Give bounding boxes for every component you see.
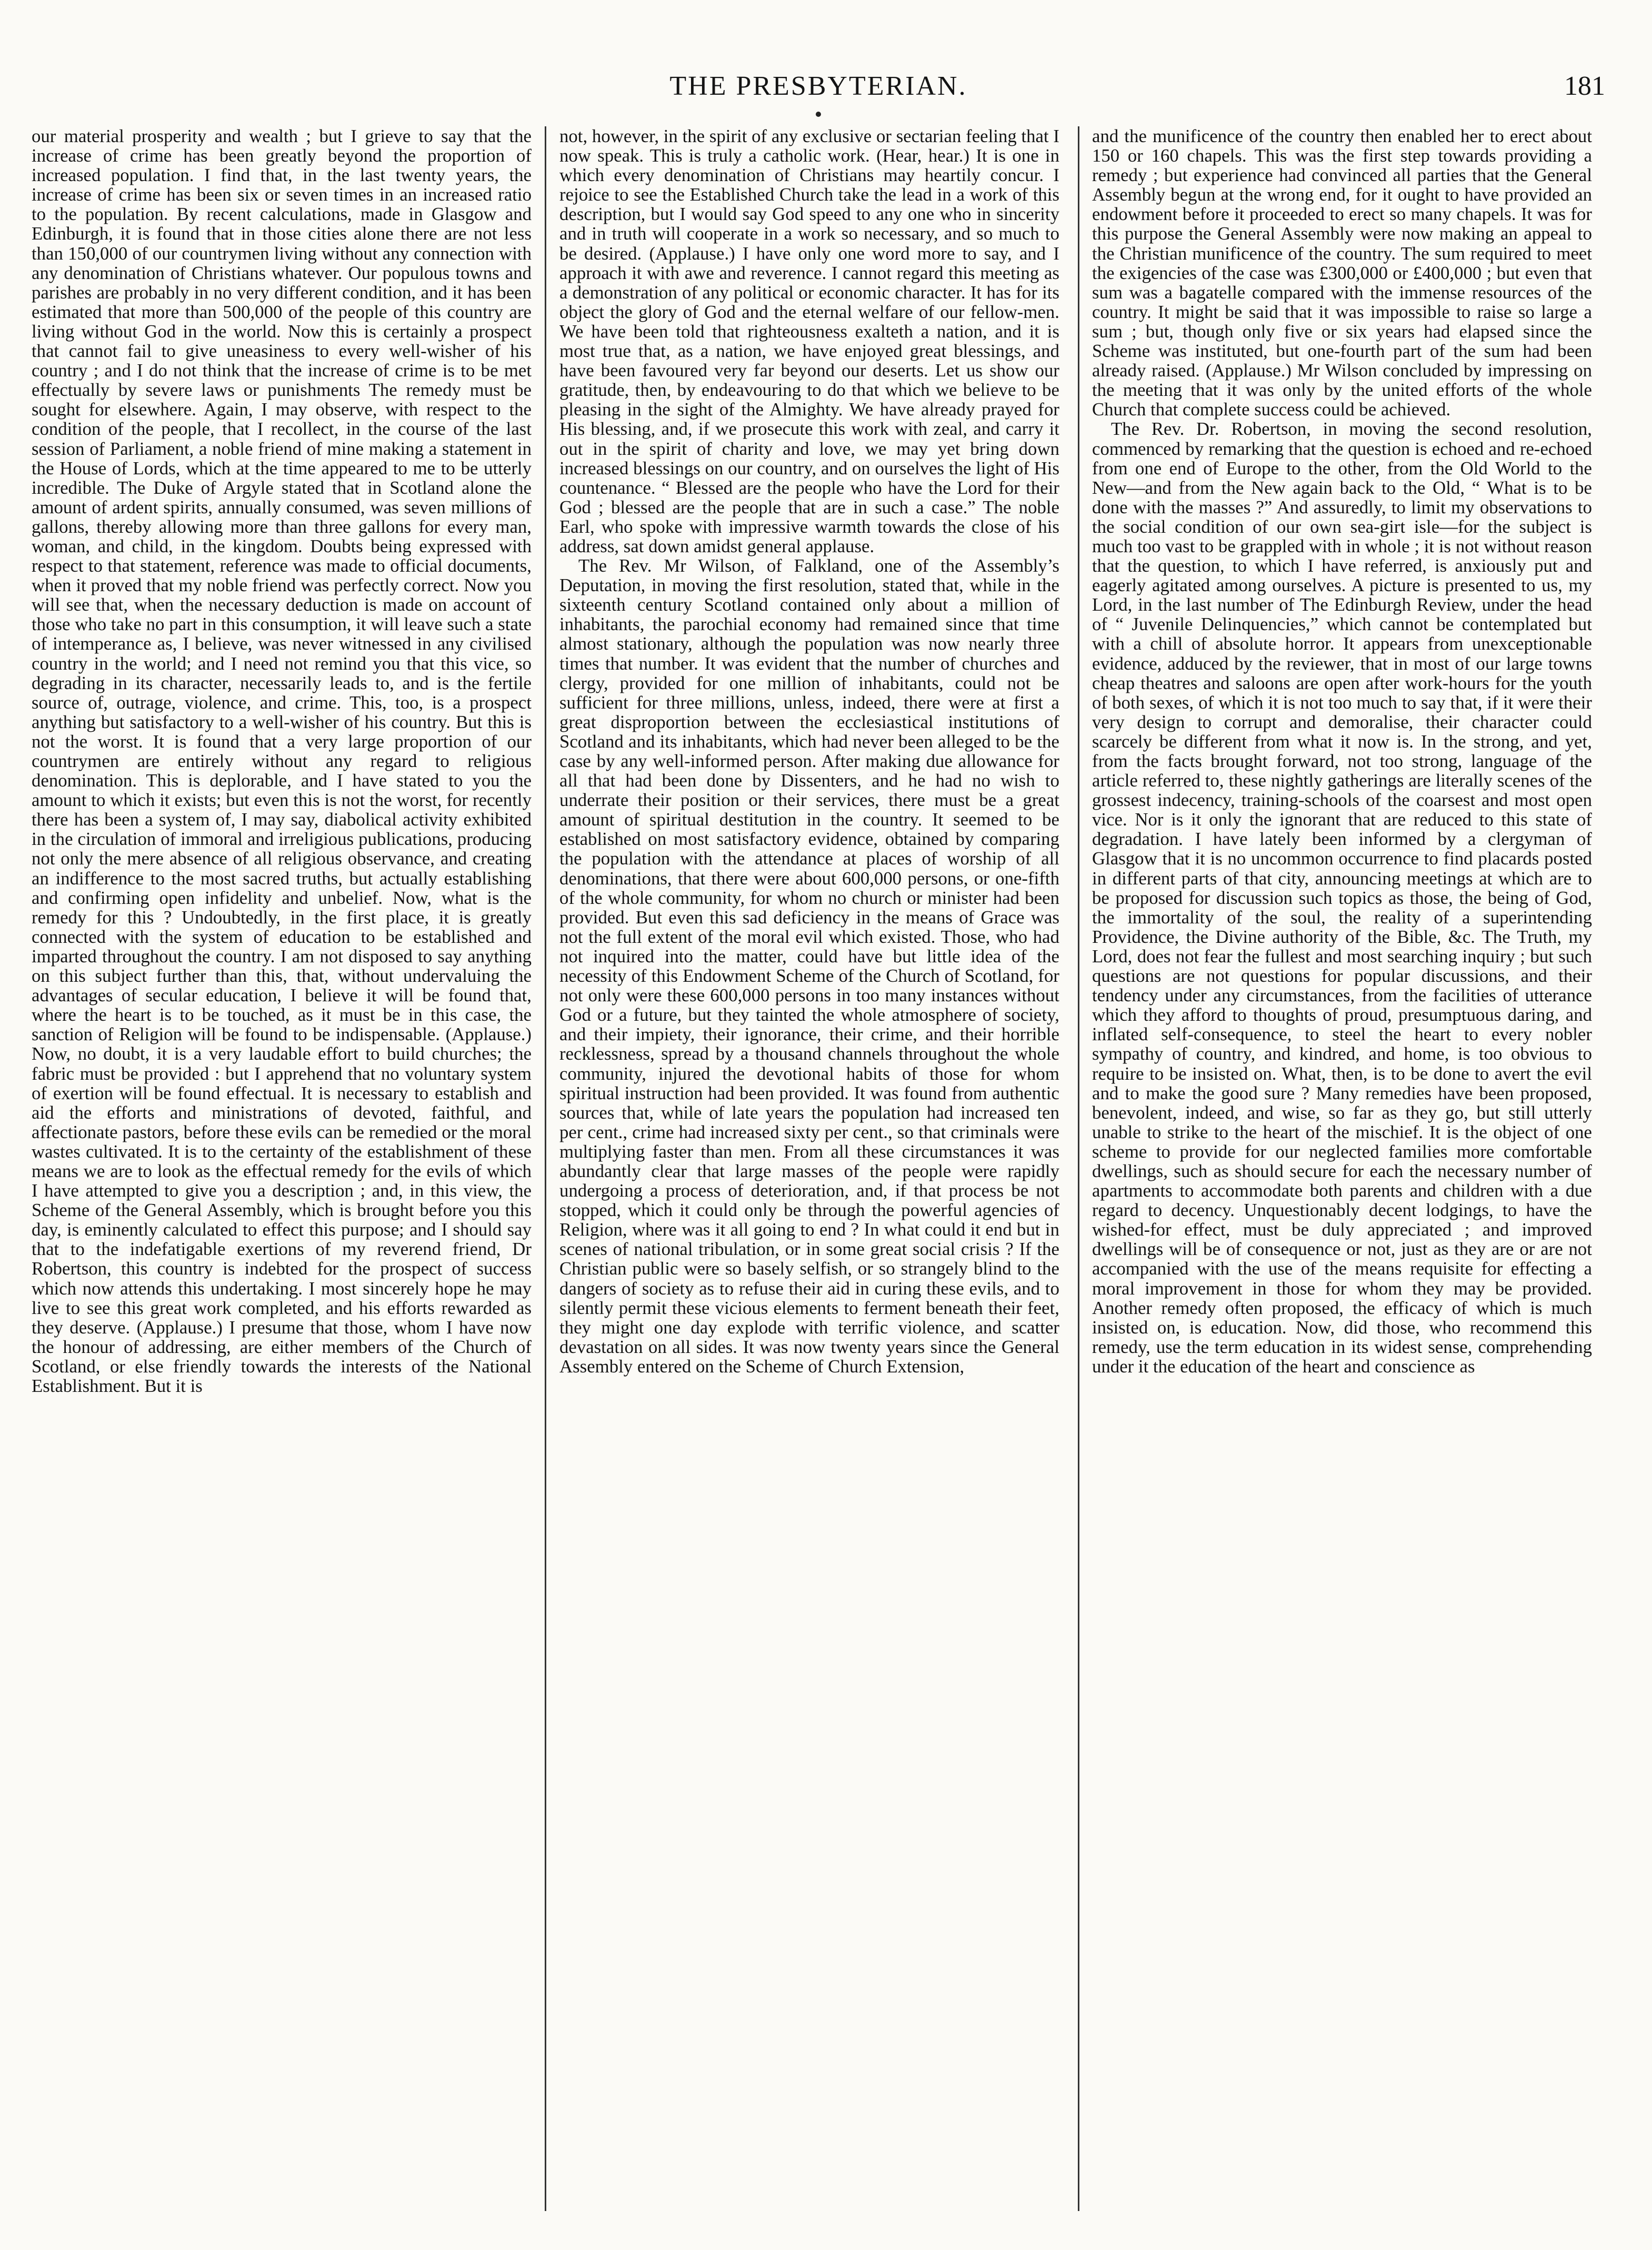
page-number: 181 — [1564, 71, 1605, 101]
text-column-2 — [559, 126, 1059, 2211]
paragraph: our material prosperity and wealth ; but I grieve to say that the increase of crime has been greatly beyond the proportion of increased population. I find that, in the last twenty years, the increase of crime has been six or seven times in an increased ratio to the population. By recent calculations, made in Glasgow and Edinburgh, it is found that in those cities alone there are not less than 150,000 of our countrymen living without any connection with any denomination of Christians whatever. Our populous towns and parishes are probably in no very different condition, and it has been estimated that more than 500,000 of the people of this country are living without God in the world. Now this is certainly a prospect that cannot fail to give uneasiness to every well-wisher of his country ; and I do not think that the increase of crime is to be met effectually by severe laws or punishments The remedy must be sought for elsewhere. Again, I may observe, with respect to the condition of the people, that I recollect, in the course of the last session of Parliament, a noble friend of mine making a statement in the House of Lords, which at the time appeared to me to be utterly incredible. The Duke of Argyle stated that in Scotland alone the amount of ardent spirits, annually consumed, was seven millions of gallons, thereby allowing more than three gallons for every man, woman, and child, in the kingdom. Doubts being expressed with respect to that statement, reference was made to official documents, when it proved that my noble friend was perfectly correct. Now you will see that, when the necessary deduction is made on account of those who take no part in this consumption, it will leave such a state of intemperance as, I believe, was never witnessed in any civilised country in the world; and I need not remind you that this vice, so degrading in its character, necessarily leads to, and is the fertile source of, outrage, violence, and crime. This, too, is a prospect anything but satisfactory to a well-wisher of his country. But this is not the worst. It is found that a very large proportion of our countrymen are entirely without any regard to religious denomination. This is deplorable, and I have stated to you the amount to which it exists; but even this is not the worst, for recently there has been a system of, I may say, diabolical activity exhibited in the circulation of immoral and irreligious publications, producing not only the mere absence of all religious observance, and creating an indifference to the most sacred truths, but actually establishing and confirming open infidelity and unbelief. Now, what is the remedy for this ? Undoubtedly, in the first place, it is greatly connected with the system of education to be established and imparted throughout the country. I am not disposed to say anything on this subject further than this, that, without undervaluing the advantages of secular education, I believe it will be found that, where the heart is to be touched, as it must be in this case, the sanction of Religion will be found to be indispensable. (Applause.) Now, no doubt, it is a very laudable effort to build churches; the fabric must be provided : but I apprehend that no voluntary system of exertion will be found effectual. It is necessary to establish and aid the efforts and ministrations of devoted, faithful, and affectionate pastors, before these evils can be remedied or the moral wastes cultivated. It is to the certainty of the establishment of these means we are to look as the effectual remedy for the evils of which I have attempted to give you a description ; and, in this view, the Scheme of the General Assembly, which is brought before you this day, is eminently calculated to effect this purpose; and I should say that to the indefatigable exertions of my reverend friend, Dr Robertson, this country is indebted for the prospect of success which now attends this undertaking. I most sincerely hope he may live to see this great work completed, and his efforts rewarded as they deserve. (Applause.) I presume that those, whom I have now the honour of addressing, are either members of the Church of Scotland, or else friendly towards the interests of the National Establishment. But it is — [32, 126, 532, 1396]
paragraph: not, however, in the spirit of any exclusive or sectarian feeling that I now speak. This is truly a catholic work. (Hear, hear.) It is one in which every denomination of Christians may heartily concur. I rejoice to see the Established Church take the lead in a work of this description, but I would say God speed to any one who in sincerity and in truth will cooperate in a work so necessary, and so much to be desired. (Applause.) I have only one word more to say, and I approach it with awe and reverence. I cannot regard this meeting as a demonstration of any political or economic character. It has for its object the glory of God and the eternal welfare of our fellow-men. We have been told that righteousness exalteth a nation, and it is most true that, as a nation, we have enjoyed great blessings, and have been favoured very far beyond our deserts. Let us show our gratitude, then, by endeavouring to do that which we believe to be pleasing in the sight of the Almighty. We have already prayed for His blessing, and, if we prosecute this work with zeal, and carry it out in the spirit of charity and love, we may yet bring down increased blessings on our country, and on ourselves the light of His countenance. “ Blessed are the people who have the Lord for their God ; blessed are the people that are in such a case.” The noble Earl, who spoke with impressive warmth towards the close of his address, sat down amidst general applause. — [559, 126, 1059, 556]
paragraph: and the munificence of the country then enabled her to erect about 150 or 160 chapels. This was the first step towards providing a remedy ; but experience had convinced all parties that the General Assembly begun at the wrong end, for it ought to have provided an endowment before it proceeded to erect so many chapels. It was for this purpose the General Assembly were now making an appeal to the Christian munificence of the country. The sum required to meet the exigencies of the case was £300,000 or £400,000 ; but even that sum was a bagatelle compared with the immense resources of the country. It might be said that it was impossible to raise so large a sum ; but, though only five or six years had elapsed since the Scheme was instituted, but one-fourth part of the sum had been already raised. (Applause.) Mr Wilson concluded by impressing on the meeting that it was only by the united efforts of the whole Church that complete success could be achieved. — [1092, 126, 1592, 420]
text-column-1 — [32, 126, 532, 2211]
running-title: THE PRESBYTERIAN. — [669, 71, 967, 101]
text-column-3 — [1092, 126, 1592, 2211]
column-rule — [545, 126, 546, 2211]
paragraph: The Rev. Dr. Robertson, in moving the second resolution, commenced by remarking that the question is echoed and re-echoed from one end of Europe to the other, from the Old World to the New—and from the New again back to the Old, “ What is to be done with the masses ?” And assuredly, to limit my observations to the social condition of our own sea-girt isle—for the subject is much too vast to be grappled with in whole ; it is not without reason that the question, to which I have referred, is anxiously put and eagerly agitated among ourselves. A picture is presented to us, my Lord, in the last number of The Edinburgh Review, under the head of “ Juvenile Delinquencies,” which cannot be contemplated but with a chill of absolute horror. It appears from unexceptionable evidence, adduced by the reviewer, that in most of our large towns cheap theatres and saloons are open after work-hours for the youth of both sexes, of which it is not too much to say that, if it were their very design to corrupt and demoralise, their character could scarcely be different from what it now is. In the strong, and yet, from the facts brought forward, not too strong, language of the article referred to, these nightly gatherings are literally scenes of the grossest indecency, training-schools of the coarsest and most open vice. Nor is it only the ignorant that are reduced to this state of degradation. I have lately been informed by a clergyman of Glasgow that it is no uncommon occurrence to find placards posted in different parts of that city, announcing meetings at which are to be proposed for discussion such topics as those, the being of God, the immortality of the soul, the reality of a superintending Providence, the Divine authority of the Bible, &c. The Truth, my Lord, does not fear the fullest and most searching inquiry ; but such questions are not questions for popular discussions, and their tendency under any circumstances, from the facilities of utterance which they afford to thoughts of proud, presumptuous daring, and inflated self-consequence, to steel the heart to every nobler sympathy of country, and kindred, and home, is too obvious to require to be insisted on. What, then, is to be done to avert the evil and to make the good sure ? Many remedies have been proposed, benevolent, indeed, and wise, so far as they go, but still utterly unable to strike to the heart of the mischief. It is the object of one scheme to provide for our neglected families more comfortable dwellings, such as should secure for each the necessary number of apartments to accommodate both parents and children with a due regard to decency. Unquestionably decent lodgings, to have the wished-for effect, must be duly appreciated ; and improved dwellings will be of consequence or not, just as they are or are not accompanied with the use of the means requisite for effecting a moral improvement in those for whom they may be provided. Another remedy often proposed, the efficacy of which is much insisted on, is education. Now, did those, who recommend this remedy, use the term education in its widest sense, comprehending under it the education of the heart and conscience as — [1092, 419, 1592, 1377]
page-header — [32, 67, 1605, 120]
header-ornament-dot — [816, 112, 821, 117]
article-columns — [32, 126, 1621, 2211]
column-rule — [1078, 126, 1079, 2211]
paragraph: The Rev. Mr Wilson, of Falkland, one of the Assembly’s Deputation, in moving the first resolution, stated that, while in the sixteenth century Scotland contained only about a million of inhabitants, the parochial economy had remained since that time almost stationary, although the population was now nearly three times that number. It was evident that the number of churches and clergy, provided for one million of inhabitants, could not be sufficient for three millions, unless, indeed, there were at first a great disproportion between the ecclesiastical institutions of Scotland and its inhabitants, which had never been alleged to be the case by any well-informed person. After making due allowance for all that had been done by Dissenters, and he had no wish to underrate their position or their services, there must be a great amount of spiritual destitution in the country. It seemed to be established on most satisfactory evidence, obtained by comparing the population with the attendance at places of worship of all denominations, that there were about 600,000 persons, or one-fifth of the whole community, for whom no church or minister had been provided. But even this sad deficiency in the means of Grace was not the full extent of the moral evil which existed. Those, who had not inquired into the matter, could have but little idea of the necessity of this Endowment Scheme of the Church of Scotland, for not only were these 600,000 persons in too many instances without God or a future, but they tainted the whole atmosphere of society, and their impiety, their ignorance, their crime, and their horrible recklessness, spread by a thousand channels throughout the whole community, injured the devotional habits of those for whom spiritual instruction had been provided. It was found from authentic sources that, while of late years the population had increased ten per cent., crime had increased sixty per cent., so that criminals were multiplying faster than men. From all these circumstances it was abundantly clear that large masses of the people were rapidly undergoing a process of deterioration, and, if that process be not stopped, which it could only be through the powerful agencies of Religion, where was it all going to end ? In what could it end but in scenes of national tribulation, or in some great social crisis ? If the Christian public were so basely selfish, or so strangely blind to the dangers of society as to refuse their aid in curing these evils, and to silently permit these vicious elements to ferment beneath their feet, they might one day explode with terrific violence, and scatter devastation on all sides. It was now twenty years since the General Assembly entered on the Scheme of Church Extension, — [559, 555, 1059, 1377]
